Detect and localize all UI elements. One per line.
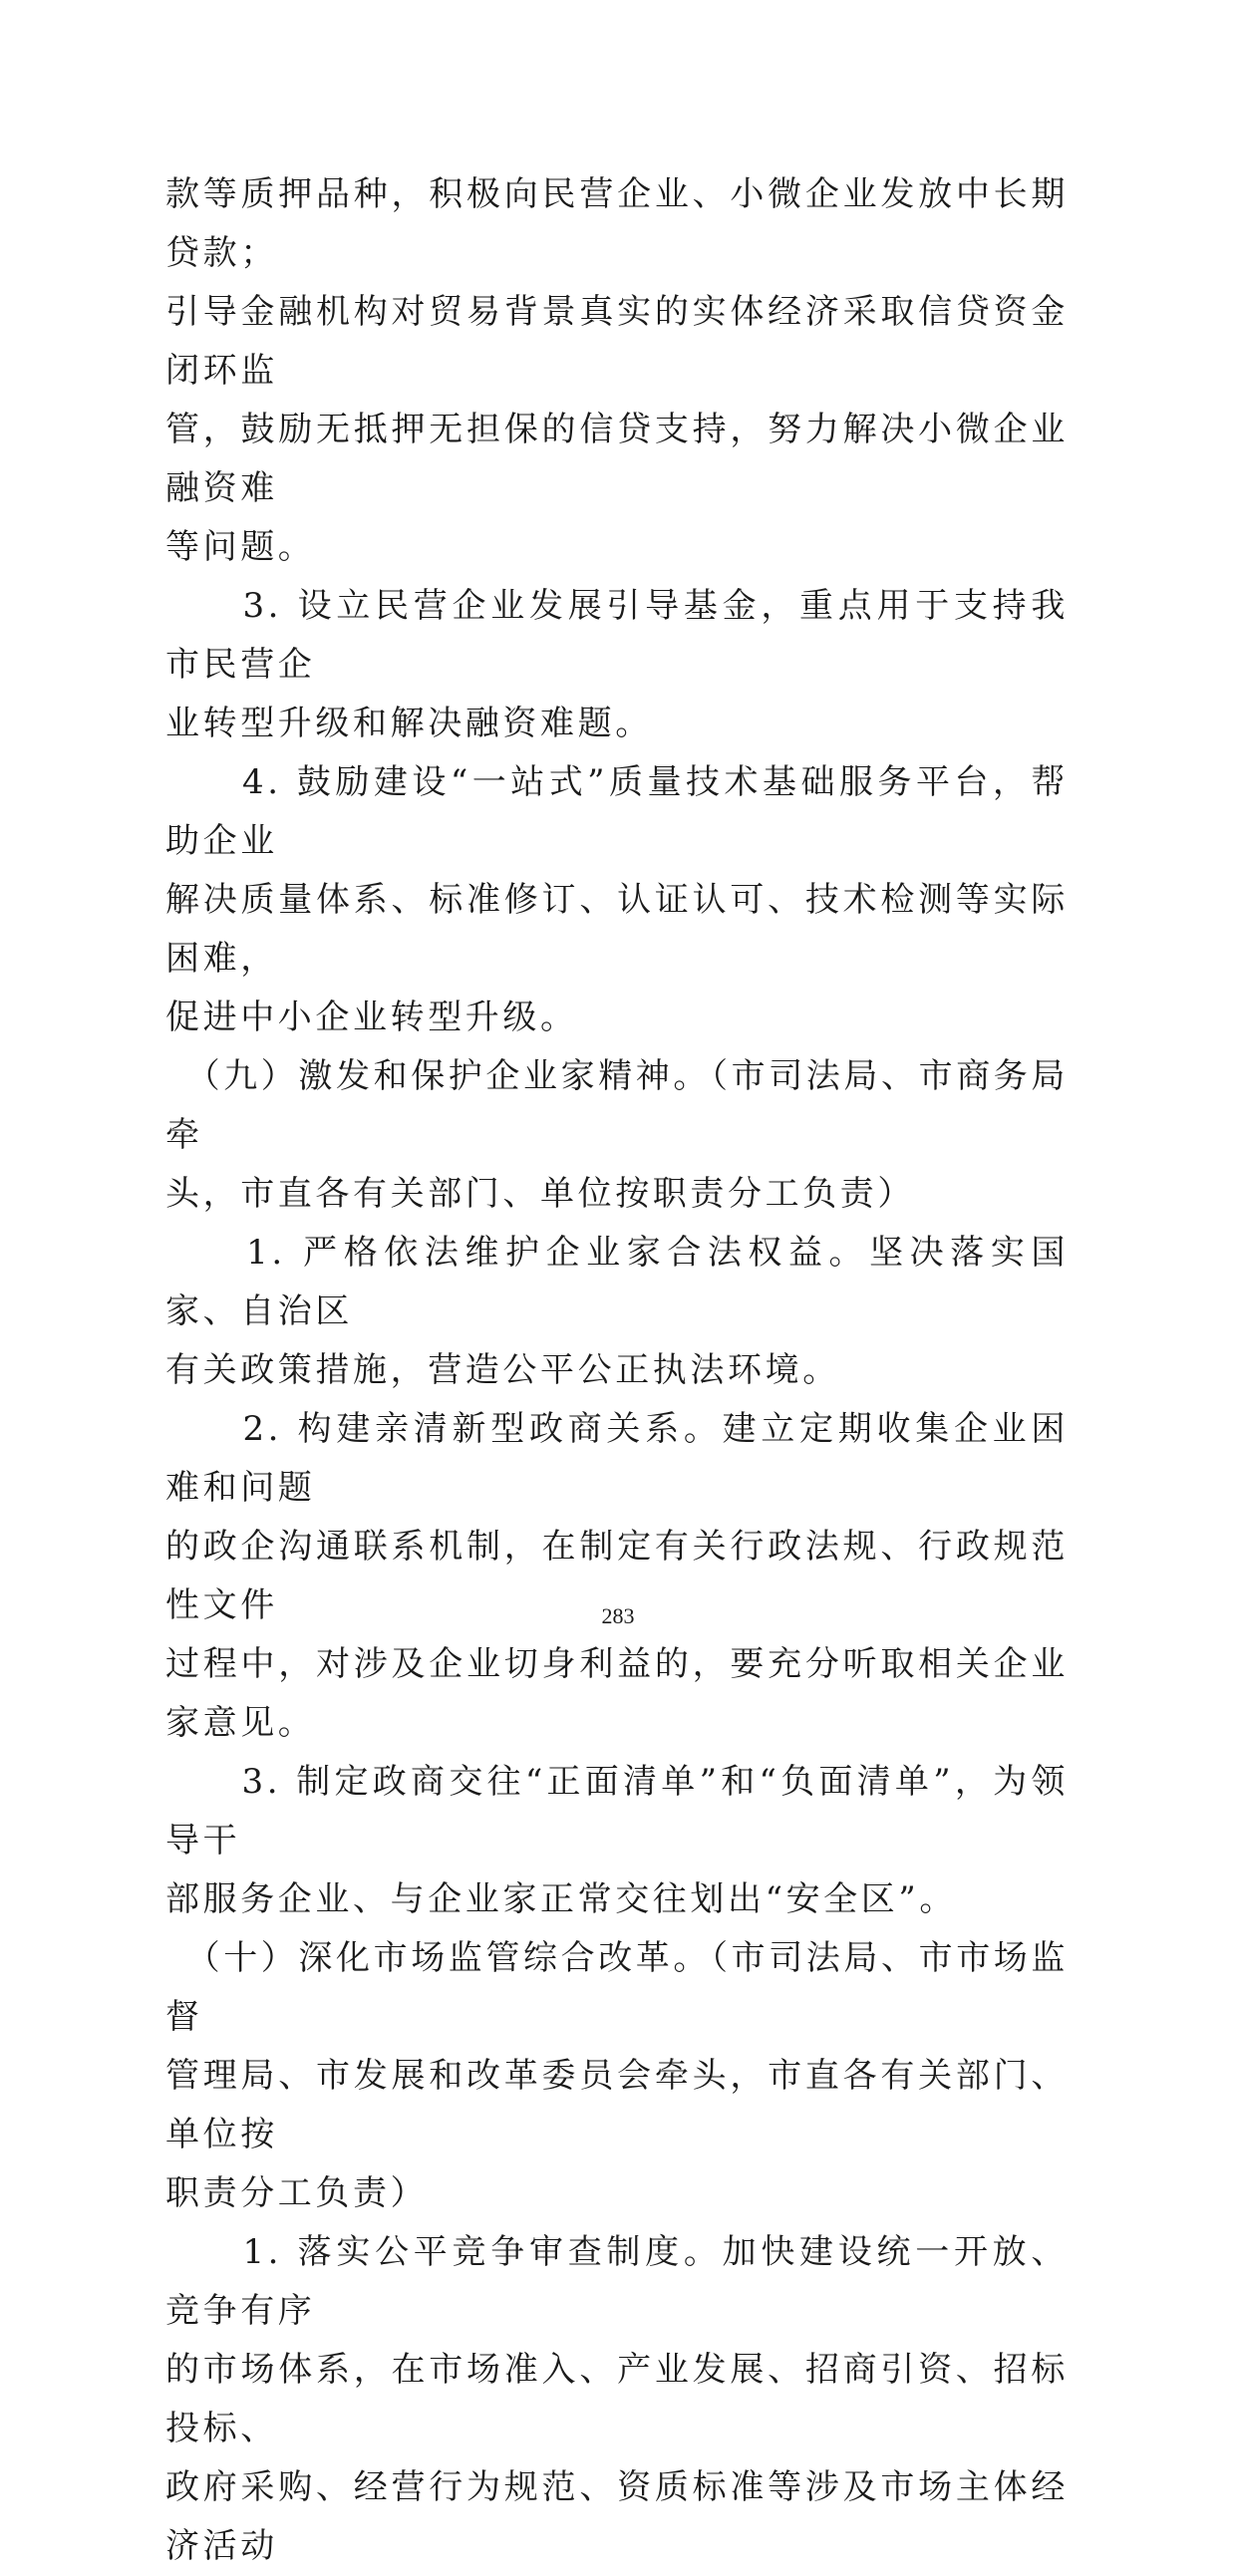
text-line: 的市场体系，在市场准入、产业发展、招商引资、招标投标、 (165, 2350, 1069, 2448)
text-line: 等问题。 (165, 527, 316, 567)
text-line: 管理局、市发展和改革委员会牵头，市直各有关部门、单位按 (165, 2056, 1069, 2154)
paragraph-item-3-guidance-fund (165, 577, 1069, 753)
body-text (165, 165, 1069, 2576)
section-heading-9 (165, 1047, 1069, 1224)
text-line: 3. 制定政商交往“正面清单”和“负面清单”，为领导干 (165, 1762, 1069, 1860)
section-heading-10 (165, 1929, 1069, 2223)
text-line: 1. 严格依法维护企业家合法权益。坚决落实国家、自治区 (165, 1233, 1069, 1331)
text-line: （九）激发和保护企业家精神。（市司法局、市商务局牵 (165, 1056, 1069, 1155)
text-line: （十）深化市场监管综合改革。（市司法局、市市场监督 (165, 1938, 1069, 2037)
text-line: 解决质量体系、标准修订、认证认可、技术检测等实际困难， (165, 880, 1069, 979)
paragraph-item-3-positive-negative-list (165, 1753, 1069, 1929)
text-line: 2. 构建亲清新型政商关系。建立定期收集企业困难和问题 (165, 1409, 1069, 1508)
paragraph-item-4-service-platform (165, 753, 1069, 1047)
page-number: 283 (601, 1603, 635, 1628)
text-line: 1. 落实公平竞争审查制度。加快建设统一开放、竞争有序 (165, 2232, 1069, 2331)
text-line: 业转型升级和解决融资难题。 (165, 704, 653, 743)
text-line: 管，鼓励无抵押无担保的信贷支持，努力解决小微企业融资难 (165, 410, 1069, 508)
paragraph-item-1-entrepreneur-rights (165, 1224, 1069, 1400)
paragraph-item-1-fair-competition (165, 2223, 1069, 2576)
paragraph-loan-pledge (165, 165, 1069, 577)
paragraph-item-2-government-business-relations (165, 1400, 1069, 1753)
text-line: 头，市直各有关部门、单位按职责分工负责） (165, 1174, 915, 1214)
text-line: 部服务企业、与企业家正常交往划出“安全区”。 (165, 1879, 957, 1919)
text-line: 促进中小企业转型升级。 (165, 998, 578, 1037)
text-line: 引导金融机构对贸易背景真实的实体经济采取信贷资金闭环监 (165, 292, 1069, 391)
text-line: 有关政策措施，营造公平公正执法环境。 (165, 1350, 840, 1390)
text-line: 过程中，对涉及企业切身利益的，要充分听取相关企业家意见。 (165, 1644, 1069, 1743)
text-line: 政府采购、经营行为规范、资质标准等涉及市场主体经济活动 (165, 2467, 1069, 2566)
text-line: 4. 鼓励建设“一站式”质量技术基础服务平台，帮助企业 (165, 762, 1069, 861)
text-line: 的政企沟通联系机制，在制定有关行政法规、行政规范性文件 (165, 1527, 1069, 1625)
text-line: 款等质押品种，积极向民营企业、小微企业发放中长期贷款； (165, 174, 1069, 273)
text-line: 职责分工负责） (165, 2173, 429, 2213)
text-line: 3. 设立民营企业发展引导基金，重点用于支持我市民营企 (165, 586, 1069, 685)
